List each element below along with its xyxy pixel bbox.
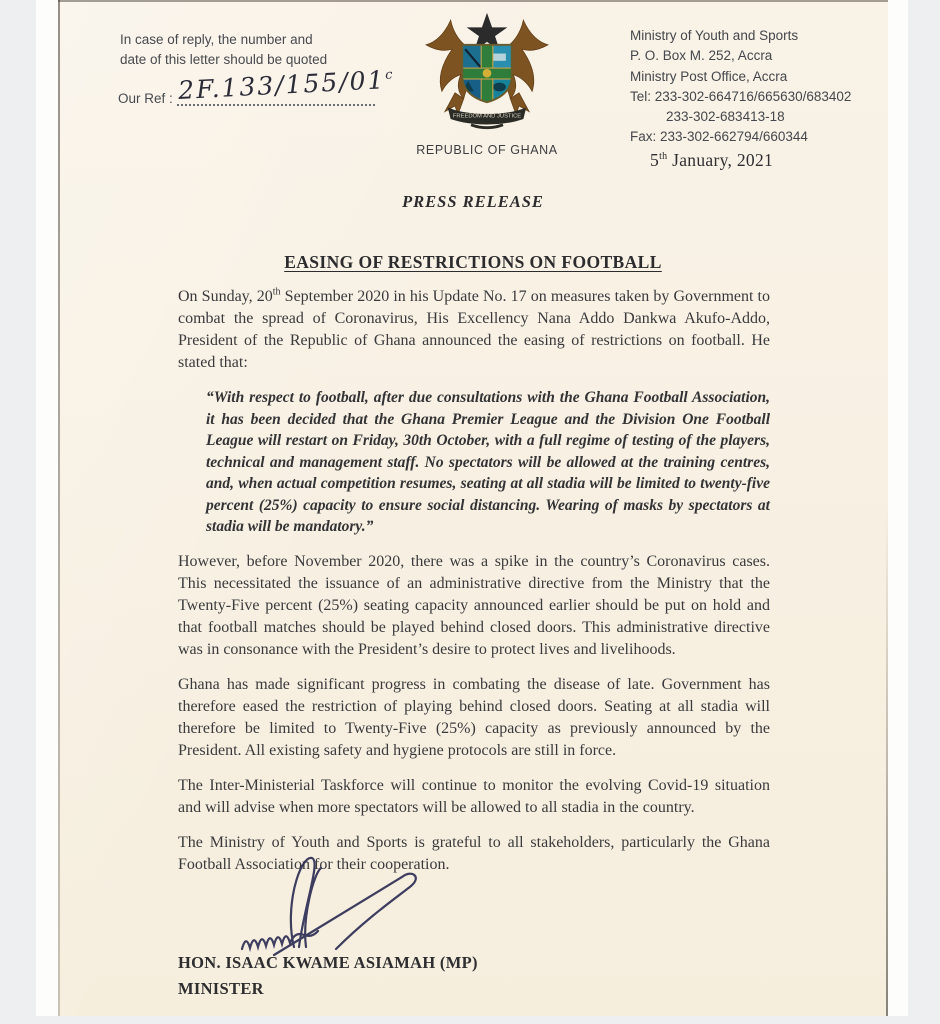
address-line: Tel: 233-302-664716/665630/683402 (630, 88, 852, 104)
address-line: Ministry of Youth and Sports (630, 28, 799, 43)
ministry-address (630, 26, 851, 148)
quote-block: “With respect to football, after due consultations with the Ghana Football Association, it has been decided that the Ghana Premier League and the Division One Football League will restart on Friday, 30th October, with a full regime of testing of the players, technical and management staff. No spectators will be allowed at the training centres, and, when actual competition resumes, seating at all stadia will be limited to twenty-five percent (25%) capacity to ensure social distancing. Wearing of masks by spectators at stadia will be mandatory.” (206, 389, 770, 535)
signatory-name: HON. ISAAC KWAME ASIAMAH (MP) (178, 953, 478, 972)
subject-heading: EASING OF RESTRICTIONS ON FOOTBALL (284, 252, 662, 272)
ghana-coat-of-arms-icon (407, 6, 567, 136)
letter-page (58, 0, 888, 1016)
paragraph-3: Ghana has made significant progress in combating the disease of late. Government has therefore eased the restriction of playing behind closed doors. Seating at all stadia will therefore be limited to Twenty-Five (25%) capacity as previously announced by the President. All existing safety and hygiene protocols are still in force. (178, 675, 770, 759)
our-ref-dotted-line (177, 65, 395, 106)
our-ref-value: 2F.133/155/01$^c$ (177, 65, 395, 105)
reply-note-line1: In case of reply, the number and (120, 32, 313, 47)
paragraph-5: The Ministry of Youth and Sports is grateful to all stakeholders, particularly the Ghana Football Association for their cooperation. (178, 833, 770, 873)
address-line: P. O. Box M. 252, Accra (630, 48, 773, 64)
our-ref (118, 65, 395, 106)
motto-text: FREEDOM AND JUSTICE (452, 113, 522, 120)
address-line: Fax: 233-302-662794/660344 (630, 129, 808, 145)
press-release-title: PRESS RELEASE (402, 192, 544, 211)
letter-body (178, 286, 770, 889)
signatory-title: MINISTER (178, 978, 264, 998)
reply-note (120, 30, 327, 69)
coat-of-arms-block (407, 6, 567, 157)
our-ref-label: Our Ref : (118, 91, 173, 106)
paragraph-4: The Inter-Ministerial Taskforce will continue to monitor the evolving Covid-19 situation and will advise when more spectators will be allowed to all stadia in the country. (178, 776, 770, 816)
signatory-block (178, 950, 478, 1001)
address-line: 233-302-683413-18 (666, 109, 785, 124)
paragraph-1: On Sunday, 20th September 2020 in his Update No. 17 on measures taken by Government to combat the spread of Coronavirus, His Excellency Nana Addo Dankwa Akufo-Addo, President of the Republic of Ghana announced the easing of restrictions on football. He stated that: (178, 286, 771, 371)
address-line: Ministry Post Office, Accra (630, 68, 788, 84)
republic-label: REPUBLIC OF GHANA (416, 143, 558, 157)
signature-scribble-icon (216, 845, 446, 957)
paper-top-edge (58, 0, 888, 2)
reply-note-line2: date of this letter should be quoted (120, 51, 328, 67)
paragraph-2: However, before November 2020, there was a spike in the country’s Coronavirus cases. This necessitated the issuance of an administrative directive from the Ministry that the Twenty-Five percent (25%) seating capacity announced earlier should be put on hold and that football matches should be played behind closed doors. This administrative directive was in consonance with the President’s desire to protect lives and livelihoods. (178, 552, 770, 658)
letter-date: 5th January, 2021 (650, 150, 774, 170)
